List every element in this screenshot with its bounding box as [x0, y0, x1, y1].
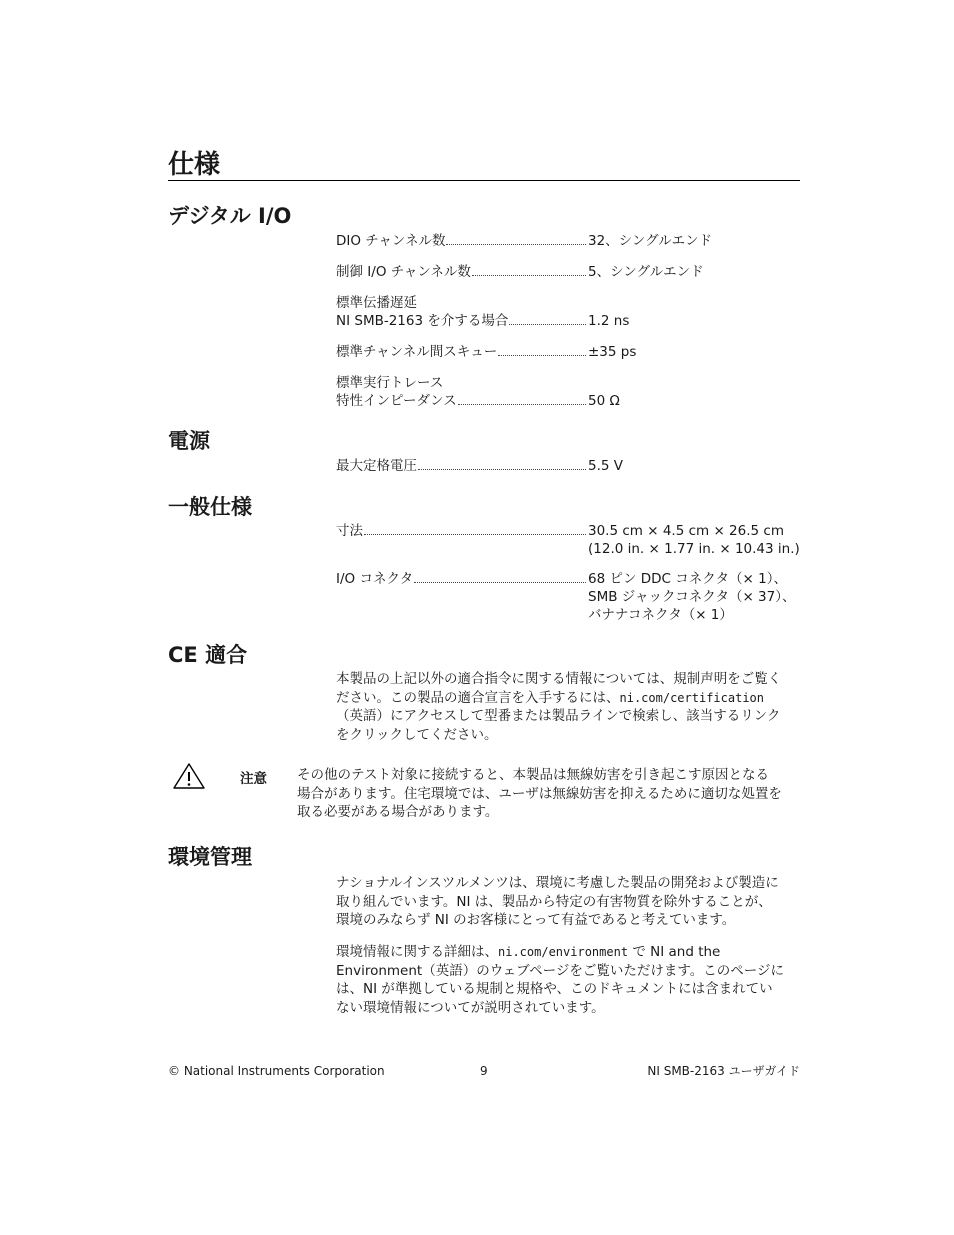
spec-control-io-channels: [336, 263, 800, 281]
spec-label: 標準実行トレース: [336, 375, 444, 391]
environment-paragraph-1: [336, 874, 802, 930]
spec-value: 32、シングルエンド: [588, 233, 713, 249]
environment-paragraph-2: [336, 943, 802, 1017]
spec-value: バナナコネクタ（× 1）: [588, 607, 733, 623]
spec-label: 制御 I/O チャンネル数: [336, 264, 471, 280]
caution-text: [297, 766, 803, 822]
text-line: をクリックしてください。: [336, 726, 498, 743]
ce-paragraph: [336, 670, 802, 744]
spec-label: 寸法: [336, 523, 363, 539]
spec-value: (12.0 in. × 1.77 in. × 10.43 in.): [588, 541, 800, 557]
leader-dots: [509, 324, 586, 325]
warning-triangle-icon: [172, 762, 206, 790]
environment-link[interactable]: ni.com/environment: [498, 945, 629, 959]
text-line: その他のテスト対象に接続すると、本製品は無線妨害を引き起こす原因となる: [297, 767, 769, 783]
spec-label: 特性インピーダンス: [336, 393, 457, 409]
page-title: 仕様: [168, 150, 221, 180]
section-heading-environment: 環境管理: [168, 845, 252, 869]
footer-page-number: 9: [480, 1064, 488, 1078]
text-line: 環境のみならず NI のお客様にとって有益であると考えています。: [336, 912, 736, 928]
spec-label: 標準伝播遅延: [336, 295, 417, 311]
spec-channel-skew: [336, 343, 800, 361]
text-span: ださい。この製品の適合宣言を入手するには、: [336, 689, 620, 706]
section-heading-digital-io: デジタル I/O: [168, 204, 292, 228]
title-divider: [168, 180, 800, 181]
spec-value: 5、シングルエンド: [588, 264, 704, 280]
leader-dots: [472, 275, 586, 276]
footer-copyright: © National Instruments Corporation: [168, 1064, 385, 1078]
text-span: で NI and the: [628, 944, 721, 960]
spec-value: 50 Ω: [588, 393, 620, 409]
spec-label: I/O コネクタ: [336, 571, 414, 587]
spec-io-connector: [336, 570, 800, 624]
certification-link[interactable]: ni.com/certification: [619, 690, 764, 705]
text-line: 場合があります。住宅環境では、ユーザは無線妨害を抑えるために適切な処置を: [297, 785, 782, 802]
leader-dots: [446, 244, 586, 245]
leader-dots: [458, 404, 586, 405]
text-line: は、NI が準拠している規制と規格や、このドキュメントには含まれてい: [336, 981, 773, 997]
footer-guide-title: NI SMB-2163 ユーザガイド: [647, 1064, 800, 1078]
spec-value: 5.5 V: [588, 458, 623, 474]
caution-label: 注意: [240, 771, 267, 787]
text-line: ナショナルインスツルメンツは、環境に考慮した製品の開発および製造に: [336, 875, 779, 891]
spec-value: SMB ジャックコネクタ（× 37）、: [588, 589, 796, 605]
section-heading-general: 一般仕様: [168, 495, 252, 519]
spec-label: DIO チャンネル数: [336, 233, 446, 249]
text-line: ない環境情報についてが説明されています。: [336, 999, 605, 1016]
text-line: 取る必要がある場合があります。: [297, 804, 499, 820]
spec-trace-impedance: [336, 374, 800, 410]
text-line: [336, 943, 802, 962]
spec-dio-channels: [336, 232, 800, 250]
text-line: （英語）にアクセスして型番または製品ラインで検索し、該当するリンク: [336, 708, 781, 724]
text-line: [336, 689, 802, 708]
spec-label: 標準チャンネル間スキュー: [336, 344, 498, 360]
section-heading-ce: CE 適合: [168, 643, 248, 667]
section-heading-power: 電源: [168, 429, 210, 453]
spec-dimensions: [336, 522, 800, 558]
leader-dots: [364, 534, 586, 535]
spec-label: 最大定格電圧: [336, 458, 417, 474]
text-line: Environment（英語）のウェブページをご覧いただけます。このページに: [336, 962, 785, 979]
spec-value: 68 ピン DDC コネクタ（× 1）、: [588, 571, 787, 587]
spec-max-voltage: [336, 457, 800, 475]
leader-dots: [414, 582, 586, 583]
leader-dots: [498, 355, 586, 356]
spec-value: 30.5 cm × 4.5 cm × 26.5 cm: [588, 523, 784, 539]
text-line: 取り組んでいます。NI は、製品から特定の有害物質を除外することが、: [336, 893, 772, 910]
spec-propagation-delay: [336, 294, 800, 330]
spec-value: ±35 ps: [588, 344, 637, 360]
leader-dots: [418, 469, 586, 470]
spec-label: NI SMB-2163 を介する場合: [336, 313, 509, 329]
spec-value: 1.2 ns: [588, 313, 630, 329]
text-line: 本製品の上記以外の適合指令に関する情報については、規制声明をご覧く: [336, 671, 782, 687]
text-span: 環境情報に関する詳細は、: [336, 944, 498, 960]
